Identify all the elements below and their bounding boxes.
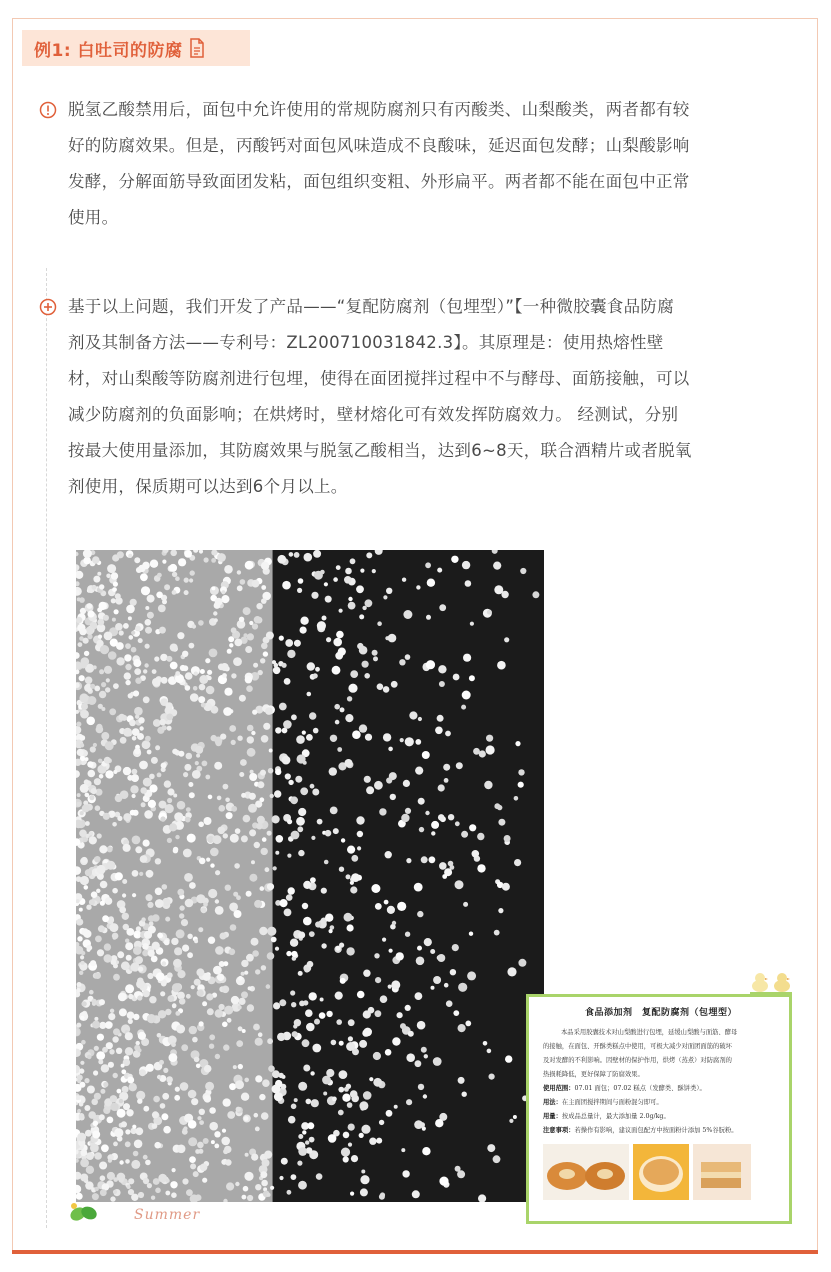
label-line <box>543 1068 779 1082</box>
label-line-dosage <box>543 1110 779 1124</box>
label-key: 用量： <box>543 1113 562 1120</box>
label-key: 用法： <box>543 1099 562 1106</box>
document-icon <box>189 38 205 58</box>
text-line: 基于以上问题，我们开发了产品——“复配防腐剂（包埋型）”【一种微胶囊食品防腐 <box>68 297 674 316</box>
label-line <box>543 1026 779 1040</box>
label-text: 按成品总量计，最大添加量 2.0g/kg。 <box>561 1113 670 1120</box>
label-line <box>543 1054 779 1068</box>
label-text: 本品采用胶囊技术对山梨酸进行包埋，延缓山梨酸与面筋、酵母 <box>561 1029 738 1036</box>
text-line: 发酵，分解面筋导致面团发粘，面包组织变粗、外形扁平。两者都不能在面包中正常 <box>68 172 690 191</box>
label-line-scope <box>543 1082 779 1096</box>
label-photos <box>543 1144 779 1200</box>
section-heading <box>22 30 250 66</box>
label-line-usage <box>543 1096 779 1110</box>
bun-photo <box>633 1144 689 1200</box>
label-key: 注意事项： <box>543 1127 575 1134</box>
text-line: 材，对山梨酸等防腐剂进行包埋，使得在面团搅拌过程中不与酵母、面筋接触，可以 <box>68 369 690 388</box>
label-text: 热损耗降低，更好保障了防腐效果。 <box>543 1071 644 1078</box>
label-title: 食品添加剂 复配防腐剂（包埋型） <box>584 1008 737 1018</box>
granules-photo <box>76 550 544 1202</box>
paragraph-product-solution <box>68 289 788 505</box>
label-text: 若操作有影响，建议面包配方中按面粉计添加 5%谷朊粉。 <box>574 1127 738 1134</box>
chicks-icon <box>748 970 794 994</box>
text-line: 剂使用，保质期可以达到6个月以上。 <box>68 477 348 496</box>
signature-text: Summer <box>134 1207 201 1223</box>
section-title: 例1: 白吐司的防腐 <box>34 40 183 61</box>
leaf-icon <box>68 1198 100 1226</box>
product-label-card <box>526 994 792 1224</box>
label-key: 使用范围： <box>543 1085 575 1092</box>
label-text: 及对发酵的不利影响。因壁材的保护作用，烘烤（蒸煮）对防腐剂的 <box>543 1057 732 1064</box>
bottom-rule <box>12 1250 818 1254</box>
text-line: 脱氢乙酸禁用后，面包中允许使用的常规防腐剂只有丙酸类、山梨酸类，两者都有较 <box>68 100 690 119</box>
text-line: 好的防腐效果。但是，丙酸钙对面包风味造成不良酸味，延迟面包发酵；山梨酸影响 <box>68 136 690 155</box>
text-line: 使用。 <box>68 208 119 227</box>
label-line-notes <box>543 1124 779 1138</box>
dashed-guide-line <box>46 268 47 1228</box>
pastry-photo <box>693 1144 751 1200</box>
text-line: 剂及其制备方法——专利号：ZL200710031842.3】。其原理是：使用热熔性壁 <box>68 333 664 352</box>
paragraph-ban-notice <box>68 92 788 236</box>
plus-circle-icon <box>39 298 57 316</box>
label-text: 07.01 面包；07.02 糕点（发酵类、酥饼类）。 <box>574 1085 706 1092</box>
alert-circle-icon <box>39 101 57 119</box>
label-text: 在主面团搅拌期间与面粉混匀即可。 <box>561 1099 663 1106</box>
bread-photo <box>543 1144 629 1200</box>
text-line: 按最大使用量添加，其防腐效果与脱氢乙酸相当，达到6~8天，联合酒精片或者脱氧 <box>68 441 692 460</box>
label-line <box>543 1040 779 1054</box>
label-text: 的接触，在面包、开酥类糕点中使用，可极大减少对面团面筋的破坏 <box>543 1043 732 1050</box>
text-line: 减少防腐剂的负面影响；在烘烤时，壁材熔化可有效发挥防腐效力。 经测试，分别 <box>68 405 679 424</box>
